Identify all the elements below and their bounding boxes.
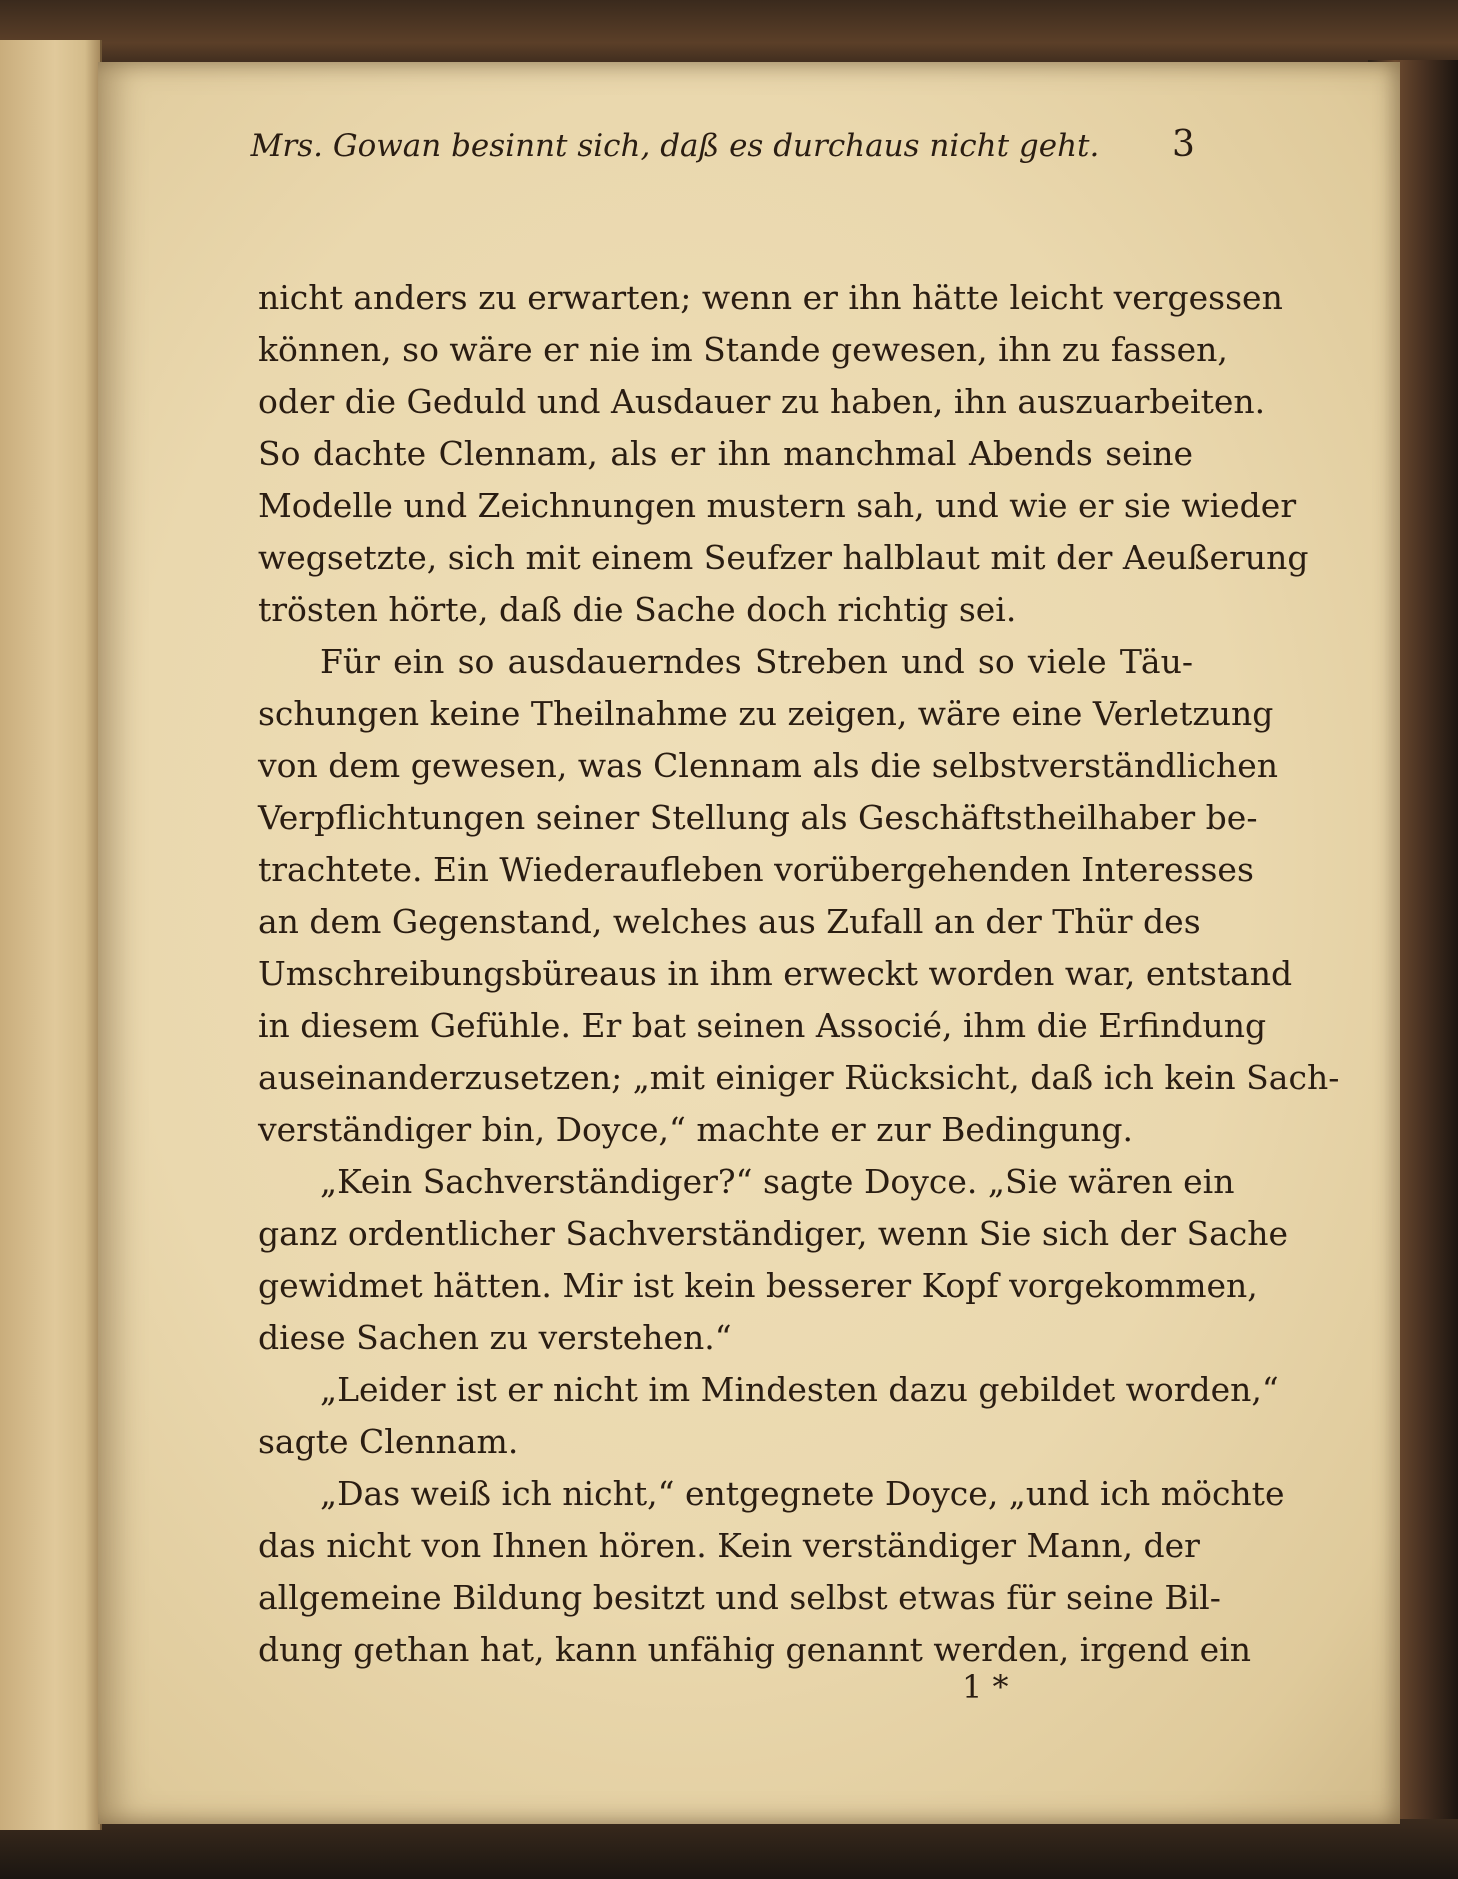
text-line: „Leider ist er nicht im Mindesten dazu gebildet worden,“ (320, 1370, 1279, 1409)
text-line: dung gethan hat, kann unfähig genannt werden, irgend ein (258, 1630, 1251, 1669)
text-line: trachtete. Ein Wiederaufleben vorübergehenden Interesses (258, 850, 1254, 889)
text-line: nicht anders zu erwarten; wenn er ihn hätte leicht vergessen (258, 278, 1283, 317)
text-line: in diesem Gefühle. Er bat seinen Associé, ihm die Erfindung (258, 1006, 1267, 1045)
text-line: ganz ordentlicher Sachverständiger, wenn Sie sich der Sache (258, 1214, 1289, 1253)
text-line: Umschreibungsbüreaus in ihm erweckt worden war, entstand (258, 954, 1293, 993)
body-text (258, 272, 1340, 1676)
text-line: von dem gewesen, was Clennam als die selbstverständlichen (258, 746, 1278, 785)
text-line: schungen keine Theilnahme zu zeigen, wäre eine Verletzung (258, 694, 1274, 733)
running-title: Mrs. Gowan besinnt sich, daß es durchaus nicht geht. (250, 128, 1100, 164)
text-line: diese Sachen zu verstehen.“ (258, 1318, 732, 1357)
text-line: das nicht von Ihnen hören. Kein verständiger Mann, der (258, 1526, 1200, 1565)
page-number: 3 (1172, 124, 1195, 165)
text-line: gewidmet hätten. Mir ist kein besserer Kopf vorgekommen, (258, 1266, 1258, 1305)
text-line: „Das weiß ich nicht,“ entgegnete Doyce, „und ich möchte (320, 1474, 1285, 1513)
text-line: können, so wäre er nie im Stande gewesen, ihn zu fassen, (258, 330, 1228, 369)
text-line: So dachte Clennam, als er ihn manchmal Abends seine (258, 434, 1193, 473)
text-line: oder die Geduld und Ausdauer zu haben, ihn auszuarbeiten. (258, 382, 1266, 421)
text-line: an dem Gegenstand, welches aus Zufall an der Thür des (258, 902, 1201, 941)
text-line: Modelle und Zeichnungen mustern sah, und wie er sie wieder (258, 486, 1297, 525)
text-line: „Kein Sachverständiger?“ sagte Doyce. „Sie wären ein (320, 1162, 1235, 1201)
cover-board-bottom (0, 1819, 1458, 1879)
text-line: auseinanderzusetzen; „mit einiger Rücksicht, daß ich kein Sach- (258, 1058, 1340, 1097)
text-line: verständiger bin, Doyce,“ machte er zur Bedingung. (258, 1110, 1134, 1149)
signature-mark: 1 * (962, 1668, 1009, 1706)
text-line: Für ein so ausdauerndes Streben und so viele Täu- (320, 642, 1193, 681)
text-line: allgemeine Bildung besitzt und selbst etwas für seine Bil- (258, 1578, 1221, 1617)
text-line: wegsetzte, sich mit einem Seufzer halblaut mit der Aeußerung (258, 538, 1309, 577)
facing-page-edge (0, 40, 102, 1830)
text-line: trösten hörte, daß die Sache doch richtig sei. (258, 590, 1017, 629)
text-line: sagte Clennam. (258, 1422, 519, 1461)
text-line: Verpflichtungen seiner Stellung als Geschäftstheilhaber be- (258, 798, 1258, 837)
